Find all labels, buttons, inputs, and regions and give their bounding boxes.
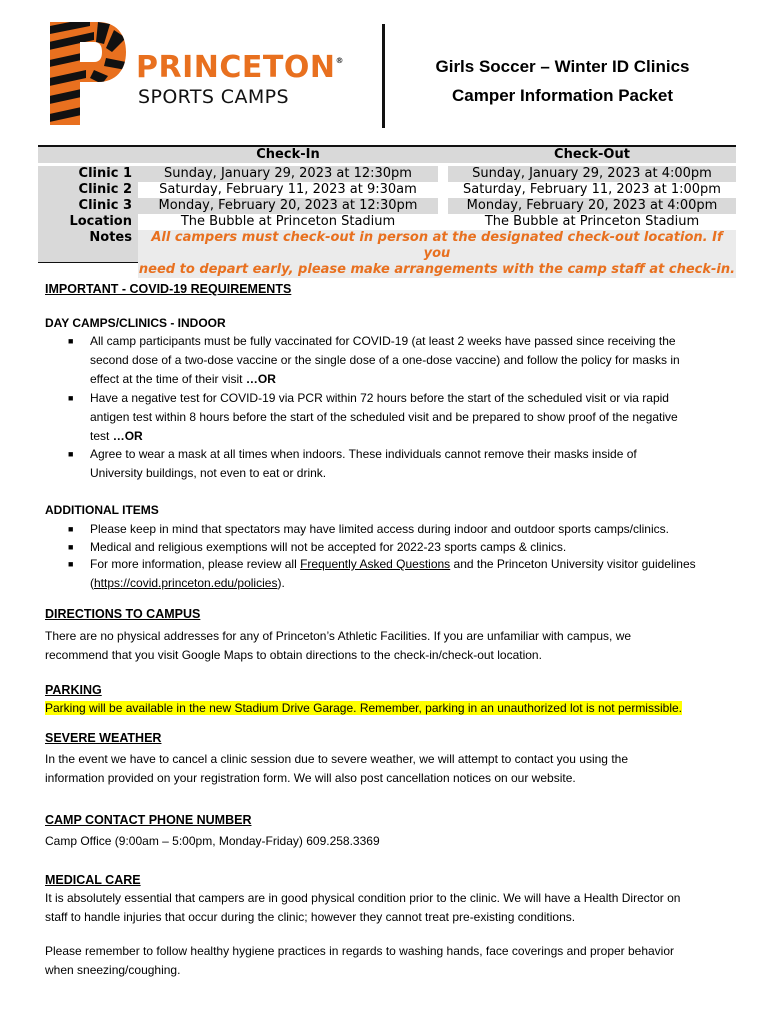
schedule-row [38, 214, 736, 230]
covid-subheading: DAY CAMPS/CLINICS - INDOOR [45, 316, 226, 330]
medical-heading: MEDICAL CARE [45, 873, 141, 887]
square-bullet-icon: ■ [68, 449, 74, 459]
paragraph-line: recommend that you visit Google Maps to obtain directions to the check-in/check-out location. [45, 648, 542, 662]
bullet-text: University buildings, not even to eat or drink. [90, 466, 327, 480]
hygiene-text [45, 942, 730, 980]
bullet-text: Medical and religious exemptions will not be accepted for 2022-23 sports camps & clinics. [90, 540, 567, 554]
schedule-row [38, 166, 736, 182]
bullet-text: test …OR [90, 429, 143, 443]
row-label: Location [38, 214, 138, 230]
checkin-cell: Saturday, February 11, 2023 at 9:30am [159, 182, 417, 197]
square-bullet-icon: ■ [68, 559, 74, 569]
weather-heading: SEVERE WEATHER [45, 731, 162, 745]
header-divider [382, 24, 385, 128]
bullet-text: effect at the time of their visit …OR [90, 372, 276, 386]
bullet-text: second dose of a two-dose vaccine or the single dose of a one-dose vaccine) and follow the policy for masks in [90, 353, 680, 367]
square-bullet-icon: ■ [68, 336, 74, 346]
checkout-cell: Sunday, January 29, 2023 at 4:00pm [448, 166, 736, 182]
row-label: Clinic 3 [38, 198, 138, 214]
medical-text [45, 889, 730, 927]
paragraph-line: staff to handle injuries that occur during the clinic; however they cannot treat pre-existing conditions. [45, 910, 576, 924]
paragraph-line: There are no physical addresses for any of Princeton’s Athletic Facilities. If you are unfamiliar with campus, we [45, 629, 632, 643]
notes-line-2: need to depart early, please make arrangements with the camp staff at check-in. [138, 262, 736, 277]
brand-subtitle: SPORTS CAMPS [138, 86, 289, 108]
bullet-text: Have a negative test for COVID-19 via PCR within 72 hours before the start of the scheduled visit or via rapid [90, 391, 669, 405]
paragraph-line: In the event we have to cancel a clinic session due to severe weather, we will attempt to contact you using the [45, 752, 628, 766]
checkin-cell: The Bubble at Princeton Stadium [180, 214, 396, 229]
directions-text [45, 627, 730, 665]
covid-policies-link[interactable]: https://covid.princeton.edu/policies [94, 576, 278, 590]
covid-heading: IMPORTANT - COVID-19 REQUIREMENTS [45, 282, 292, 296]
row-label: Clinic 1 [38, 166, 138, 182]
contact-text: Camp Office (9:00am – 5:00pm, Monday-Friday) 609.258.3369 [45, 834, 380, 848]
bullet-text: All camp participants must be fully vaccinated for COVID-19 (at least 2 weeks have passed since receiving the [90, 334, 676, 348]
directions-heading: DIRECTIONS TO CAMPUS [45, 607, 201, 621]
notes-text [138, 230, 736, 278]
checkout-column-header: Check-Out [554, 147, 630, 162]
bullet-text: (https://covid.princeton.edu/policies). [90, 576, 285, 590]
square-bullet-icon: ■ [68, 524, 74, 534]
document-title [400, 52, 725, 110]
paragraph-line: when sneezing/coughing. [45, 963, 181, 977]
paragraph-line: information provided on your registration form. We will also post cancellation notices on our website. [45, 771, 576, 785]
title-line-1: Girls Soccer – Winter ID Clinics [435, 57, 690, 76]
checkin-cell: Monday, February 20, 2023 at 12:30pm [138, 198, 438, 214]
brand-name: PRINCETON® [136, 50, 344, 85]
schedule-row [38, 198, 736, 214]
square-bullet-icon: ■ [68, 393, 74, 403]
notes-label: Notes [38, 230, 138, 262]
checkin-cell: Sunday, January 29, 2023 at 12:30pm [138, 166, 438, 182]
princeton-tiger-p-icon [50, 22, 126, 125]
faq-link[interactable]: Frequently Asked Questions [300, 557, 451, 571]
schedule-row [38, 182, 736, 198]
schedule-header-row [38, 147, 736, 163]
highlighted-text: Parking will be available in the new Stadium Drive Garage. Remember, parking in an unauthorized lot is not permissible. [45, 701, 682, 715]
checkout-cell: Saturday, February 11, 2023 at 1:00pm [463, 182, 721, 197]
checkin-column-header: Check-In [256, 147, 320, 162]
parking-heading: PARKING [45, 683, 102, 697]
checkout-cell: Monday, February 20, 2023 at 4:00pm [448, 198, 736, 214]
additional-heading: ADDITIONAL ITEMS [45, 503, 159, 517]
bullet-text: Agree to wear a mask at all times when indoors. These individuals cannot remove their masks inside of [90, 447, 637, 461]
princeton-sports-camps-logo [50, 22, 350, 127]
weather-text [45, 750, 730, 788]
schedule-table [38, 145, 736, 277]
notes-line-1: All campers must check-out in person at the designated check-out location. If you [151, 230, 723, 261]
paragraph-line: Please remember to follow healthy hygiene practices in regards to washing hands, face coverings and proper behavior [45, 944, 675, 958]
paragraph-line: It is absolutely essential that campers are in good physical condition prior to the clinic. We will have a Health Director on [45, 891, 681, 905]
bullet-text: For more information, please review all Frequently Asked Questions and the Princeton University visitor guidelines [90, 557, 696, 571]
bullet-text: antigen test within 8 hours before the start of the scheduled visit and be prepared to show proof of the negative [90, 410, 678, 424]
title-line-2: Camper Information Packet [451, 86, 674, 105]
parking-text [45, 699, 730, 718]
registered-mark: ® [335, 56, 344, 65]
bullet-text: Please keep in mind that spectators may have limited access during indoor and outdoor sports camps/clinics. [90, 522, 669, 536]
contact-heading: CAMP CONTACT PHONE NUMBER [45, 813, 252, 827]
checkout-cell: The Bubble at Princeton Stadium [484, 214, 700, 229]
row-label: Clinic 2 [38, 182, 138, 198]
square-bullet-icon: ■ [68, 542, 74, 552]
